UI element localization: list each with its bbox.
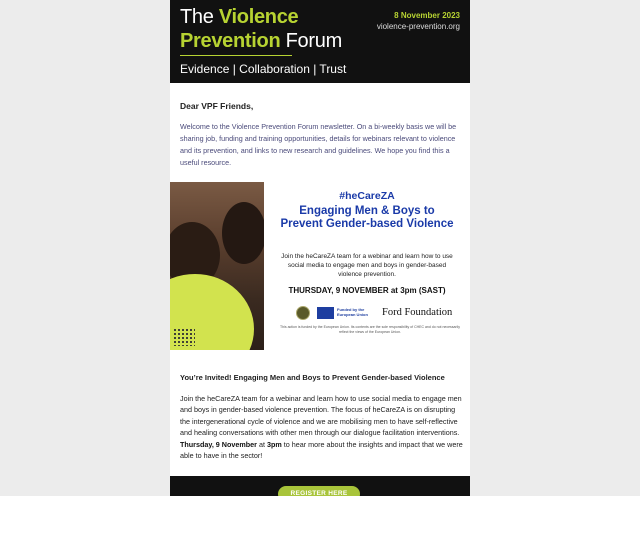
newsletter-date: 8 November 2023	[394, 11, 460, 20]
brand-violence: Violence	[218, 6, 299, 28]
brand-line-1	[180, 6, 298, 29]
banner-description: Join the heCareZA team for a webinar and learn how to use social media to engage men and boys in gender-based violence prevention.	[281, 253, 453, 278]
banner-date-time: THURSDAY, 9 NOVEMBER at 3pm (SAST)	[288, 286, 446, 295]
brand-prevention: Prevention	[180, 30, 281, 52]
eu-funded-label: Funded by the European Union	[337, 307, 368, 317]
ford-foundation-logo: Ford Foundation	[382, 307, 453, 318]
invite-body-part-1: Join the heCareZA team for a webinar and learn how to use social media to engage men and boys in gender-based violence prevention. The focus of heCareZA is on disrupting the intergenerational cycle of violence and we are mobilising men to have self-reflective and healing conversations with other men through our dialogue facilitation interventions.	[180, 394, 462, 438]
banner-photo	[170, 182, 264, 350]
brand-underline	[180, 55, 292, 56]
invite-body-date: Thursday, 9 November	[180, 439, 257, 449]
sponsor-logos	[296, 305, 462, 321]
newsletter-header	[170, 0, 470, 83]
banner-title: Engaging Men & Boys to Prevent Gender-based Violence	[280, 205, 454, 230]
brand-tagline: Evidence | Collaboration | Trust	[180, 62, 347, 76]
chec-seal-logo	[296, 306, 310, 320]
website-link[interactable]: violence-prevention.org	[376, 22, 460, 31]
banner-hashtag: #heCareZA	[339, 190, 395, 202]
invite-body-time: 3pm	[266, 439, 282, 449]
photo-person-2	[222, 202, 264, 264]
webinar-banner[interactable]	[170, 182, 470, 350]
decorative-dot-grid	[173, 328, 195, 346]
banner-disclaimer: This action is funded by the European Union. Its contents are the sole responsibility of CHEC and do not necessarily reflect the views of the European Union.	[280, 325, 460, 334]
invite-body-at: at	[258, 439, 265, 449]
eu-flag-logo	[317, 307, 334, 319]
invite-heading: You’re Invited! Engaging Men and Boys to Prevent Gender-based Violence	[180, 373, 445, 382]
brand-forum: Forum	[285, 30, 342, 52]
register-button[interactable]: REGISTER HERE	[278, 486, 360, 496]
brand-line-2	[180, 30, 342, 53]
intro-paragraph: Welcome to the Violence Prevention Forum newsletter. On a bi-weekly basis we will be sharing job, funding and training opportunities, details for webinars relevant to violence and its prevention, and links to new research and guidelines. We hope you find this a useful resource.	[180, 122, 457, 167]
newsletter-email	[170, 0, 470, 496]
brand-the: The	[180, 6, 214, 28]
greeting: Dear VPF Friends,	[180, 101, 254, 111]
invite-body	[180, 393, 466, 461]
invite-body-part-3: to hear more about the insights and impact that we were able to have in the sector!	[180, 439, 463, 461]
